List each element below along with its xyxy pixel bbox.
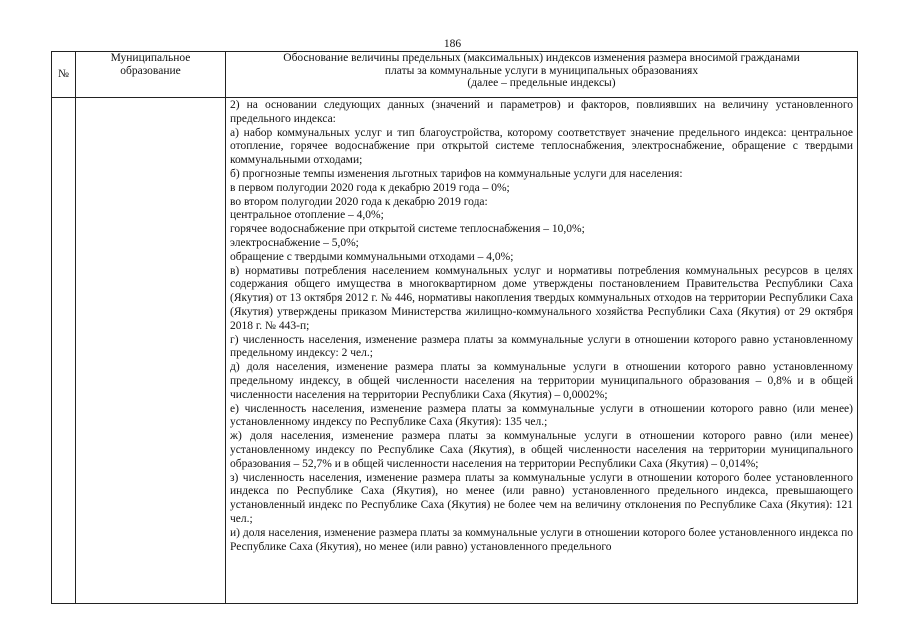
header-municipality-line2: образование	[120, 64, 181, 77]
paragraph: а) набор коммунальных услуг и тип благоустройства, которому соответствует значение предельного индекса: центральное отопление, горячее водоснабжение при открытой системе теплоснабжения, электроснабжение, обращение с твердыми коммунальными отходами;	[230, 126, 853, 167]
paragraph: ж) доля населения, изменение размера платы за коммунальные услуги в отношении которого равно (или менее) установленному индексу по Республике Саха (Якутия), в общей численности населения на территории муниципального образования – 52,7% и в общей численности населения на территории Республики Саха (Якутия) – 0,014%;	[230, 430, 853, 470]
paragraph: в первом полугодии 2020 года к декабрю 2019 года – 0%;	[230, 181, 510, 194]
paragraph: в) нормативы потребления населением коммунальных услуг и нормативы потребления коммунальных ресурсов в целях содержания общего имущества в многоквартирном доме утверждены постановлением Правительства Республики Саха (Якутия) от 13 октября 2012 г. № 446, нормативы накопления твердых коммунальных отходов на территории Республики Саха (Якутия) утверждены приказом Министерства жилищно-коммунального хозяйства Республики Саха (Якутия) от 29 октября 2018 г. № 443-п;	[230, 264, 853, 332]
paragraph: б) прогнозные темпы изменения льготных тарифов на коммунальные услуги для населения:	[230, 167, 683, 180]
rationale-text	[226, 98, 857, 554]
header-municipality	[76, 52, 226, 98]
page-number: 186	[443, 38, 462, 50]
paragraph: электроснабжение – 5,0%;	[230, 236, 359, 249]
header-rationale-line3: (далее – предельные индексы)	[467, 77, 616, 89]
paragraph: и) доля населения, изменение размера платы за коммунальные услуги в отношении которого более установленного индекса по Республике Саха (Якутия), но менее (или равно) установленного предельного	[230, 526, 853, 553]
header-number: №	[52, 52, 76, 98]
paragraph: г) численность населения, изменение размера платы за коммунальные услуги в отношении которого равно установленному предельному индексу: 2 чел.;	[230, 333, 853, 360]
paragraph: горячее водоснабжение при открытой системе теплоснабжения – 10,0%;	[230, 223, 585, 236]
paragraph: центральное отопление – 4,0%;	[230, 209, 384, 222]
paragraph: е) численность населения, изменение размера платы за коммунальные услуги в отношении которого равно (или менее) установленному индексу по Республике Саха (Якутия): 135 чел.;	[230, 402, 853, 429]
paragraph: во втором полугодии 2020 года к декабрю 2019 года:	[230, 195, 488, 208]
paragraph: обращение с твердыми коммунальными отходами – 4,0%;	[230, 250, 514, 263]
cell-municipality	[76, 98, 226, 604]
header-rationale-line1: Обоснование величины предельных (максимальных) индексов изменения размера вносимой гражданами	[283, 52, 800, 64]
table-row	[52, 98, 858, 604]
table-header-row	[52, 52, 858, 98]
cell-number	[52, 98, 76, 604]
header-rationale-line2: платы за коммунальные услуги в муниципальных образованиях	[384, 64, 699, 77]
rationale-table	[51, 51, 858, 604]
paragraph: д) доля населения, изменение размера платы за коммунальные услуги в отношении которого равно установленному предельному индексу, в общей численности населения на территории муниципального образования – 0,8% и в общей численности населения на территории Республики Саха (Якутия) – 0,0002%;	[230, 361, 853, 401]
cell-rationale	[226, 98, 858, 604]
paragraph: з) численность населения, изменение размера платы за коммунальные услуги в отношении которого более установленного индекса по Республике Саха (Якутия), но менее (или равно) установленного предельного индекса, превышающего установленный индекс по Республике Саха (Якутия) не более чем на величину отклонения по Республике Саха (Якутия): 121 чел.;	[230, 471, 853, 525]
header-rationale	[226, 52, 858, 98]
paragraph: 2) на основании следующих данных (значений и параметров) и факторов, повлиявших на величину установленного предельного индекса:	[230, 99, 853, 125]
header-municipality-line1: Муниципальное	[110, 52, 191, 64]
